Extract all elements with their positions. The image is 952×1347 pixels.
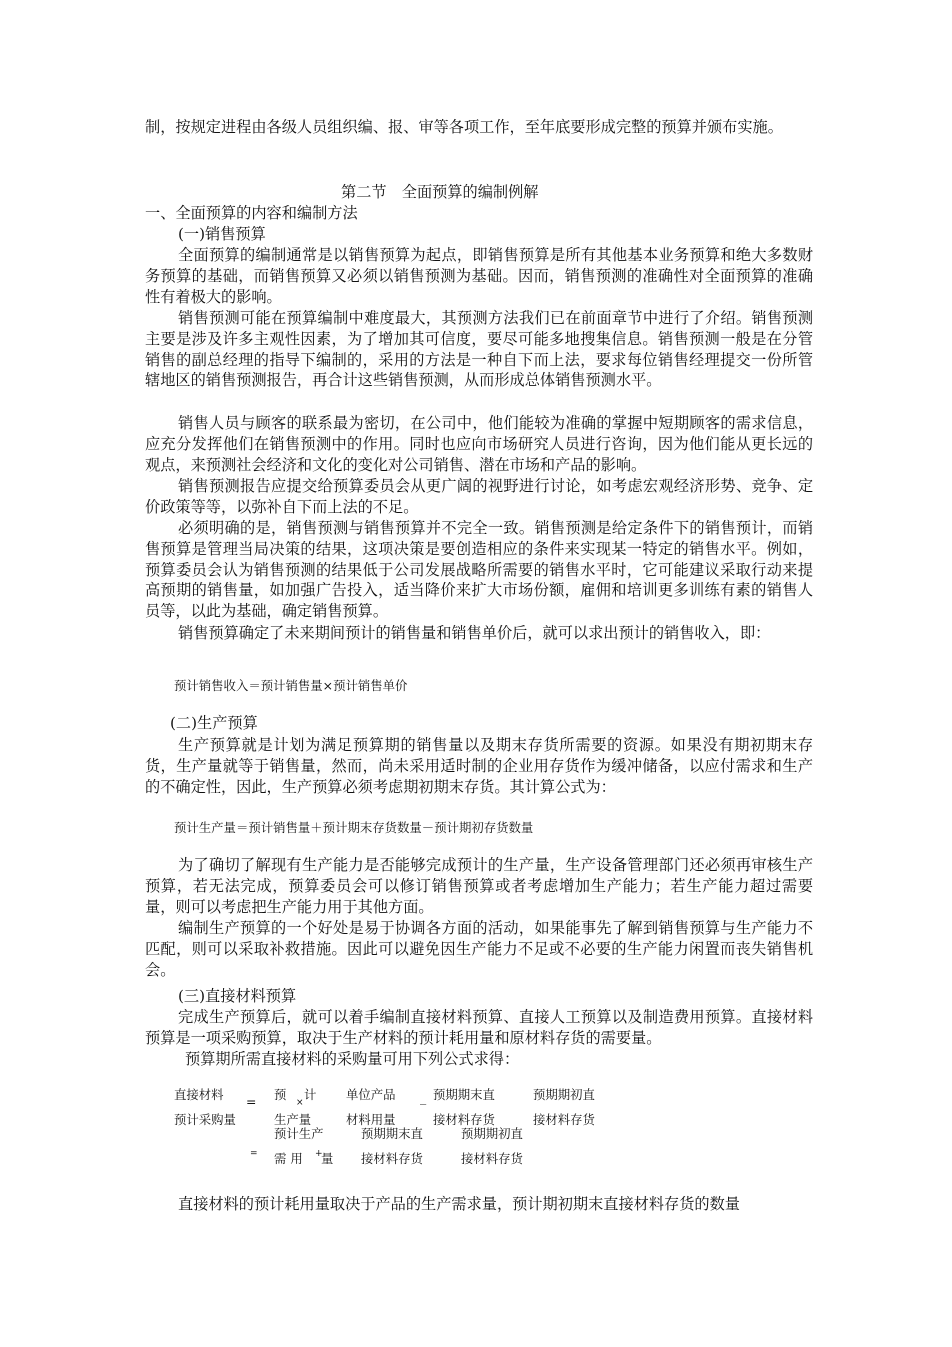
- section-title: 第二节 全面预算的编制例解: [341, 183, 539, 201]
- eq-row2-term-d-line-2: 接材料存货: [461, 1151, 523, 1166]
- eq-row2-plus-sign: +: [315, 1149, 323, 1159]
- paragraph-9: 编制生产预算的一个好处是易于协调各方面的活动，如果能事先了解到销售预算与生产能力不匹配，则可以采取补救措施。因此可以避免因生产能力不足或不必要的生产能力闲置而丧失销售机会。: [145, 919, 813, 979]
- paragraph-1: 全面预算的编制通常是以销售预算为起点，即销售预算是所有其他基本业务预算和绝大多数财务预算的基础，而销售预算又必须以销售预测为基础。因而，销售预测的准确性对全面预算的准确性有着极大的影响。: [145, 246, 813, 306]
- eq-term-b-line-1: 单位产品: [346, 1087, 396, 1102]
- eq-term-b-line-2: 材料用量: [346, 1112, 396, 1127]
- paragraph-12: 直接材料的预计耗用量取决于产品的生产需求量，预计期初期末直接材料存货的数量: [178, 1195, 740, 1213]
- subheading-sales-budget: (一)销售预算: [178, 225, 266, 243]
- eq-term-d-line-1: 预期期初直: [533, 1087, 595, 1102]
- eq-term-d-line-2: 接材料存货: [533, 1112, 595, 1127]
- eq-term-a-line-1: 预: [274, 1087, 287, 1102]
- eq-row2-term-a-line-3: 量: [321, 1151, 334, 1166]
- heading-1: 一、全面预算的内容和编制方法: [145, 204, 358, 222]
- eq-row2-term-c-line-1: 预期期末直: [361, 1126, 423, 1141]
- eq-row2-term-d-line-1: 预期期初直: [461, 1126, 523, 1141]
- formula-sales-revenue: 预计销售收入＝预计销售量×预计销售单价: [174, 678, 408, 693]
- subheading-production-budget: (二)生产预算: [170, 714, 258, 732]
- eq-minus-sign: _: [420, 1090, 427, 1105]
- paragraph-6: 销售预算确定了未来期间预计的销售量和销售单价后，就可以求出预计的销售收入，即：: [178, 624, 771, 642]
- paragraph-3: 销售人员与顾客的联系最为密切，在公司中，他们能较为准确的掌握中短期顾客的需求信息，应充分发挥他们在销售预测中的作用。同时也应向市场研究人员进行咨询，因为他们能从更长远的观点，来预测社会经济和文化的变化对公司销售、潜在市场和产品的影响。: [145, 414, 813, 474]
- formula-production: 预计生产量＝预计销售量＋预计期末存货数量－预计期初存货数量: [174, 820, 534, 835]
- paragraph-2: 销售预测可能在预算编制中难度最大，其预测方法我们已在前面章节中进行了介绍。销售预测主要是涉及许多主观性因素，为了增加其可信度，要尽可能多地搜集信息。销售预测一般是在分管销售的副总经理的指导下编制的，采用的方法是一种自下而上法，要求每位销售经理提交一份所管辖地区的销售预测报告，再合计这些销售预测，从而形成总体销售预测水平。: [145, 309, 813, 390]
- paragraph-8: 为了确切了解现有生产能力是否能够完成预计的生产量，生产设备管理部门还必须再审核生产预算，若无法完成，预算委员会可以修订销售预算或者考虑增加生产能力；若生产能力超过需要量，则可以考虑把生产能力用于其他方面。: [145, 856, 813, 916]
- eq-equals-sign: =: [246, 1094, 257, 1109]
- paragraph-11: 预算期所需直接材料的采购量可用下列公式求得：: [185, 1050, 520, 1068]
- eq-term-c-line-1: 预期期末直: [433, 1087, 495, 1102]
- eq-row2-term-a-line-2: 需 用: [274, 1151, 303, 1166]
- eq-row2-equals-sign: =: [250, 1149, 258, 1159]
- eq-lhs-line-1: 直接材料: [174, 1087, 224, 1102]
- eq-term-a-line-2: 生产量: [274, 1112, 312, 1127]
- paragraph-10: 完成生产预算后，就可以着手编制直接材料预算、直接人工预算以及制造费用预算。直接材料预算是一项采购预算，取决于生产材料的预计耗用量和原材料存货的需要量。: [145, 1008, 813, 1047]
- eq-term-c-line-2: 接材料存货: [433, 1112, 495, 1127]
- eq-times-sign: ×: [296, 1098, 304, 1108]
- paragraph-5: 必须明确的是，销售预测与销售预算并不完全一致。销售预测是给定条件下的销售预计，而销售预算是管理当局决策的结果，这项决策是要创造相应的条件来实现某一特定的销售水平。例如，预算委员会认为销售预测的结果低于公司发展战略所需要的销售水平时，它可能建议采取行动来提高预期的销售量，如加强广告投入，适当降价来扩大市场份额，雇佣和培训更多训练有素的销售人员等，以此为基础，确定销售预算。: [145, 519, 813, 621]
- subheading-direct-material-budget: (三)直接材料预算: [178, 987, 297, 1005]
- intro-paragraph: 制，按规定进程由各级人员组织编、报、审等各项工作，至年底要形成完整的预算并颁布实施。: [145, 118, 783, 136]
- paragraph-4: 销售预测报告应提交给预算委员会从更广阔的视野进行讨论，如考虑宏观经济形势、竞争、定价政策等等，以弥补自下而上法的不足。: [145, 477, 813, 516]
- eq-row2-term-a-line-1: 预计生产: [274, 1126, 324, 1141]
- paragraph-7: 生产预算就是计划为满足预算期的销售量以及期末存货所需要的资源。如果没有期初期末存货，生产量就等于销售量，然而，尚未采用适时制的企业用存货作为缓冲储备，以应付需求和生产的不确定性，因此，生产预算必须考虑期初期末存货。其计算公式为：: [145, 736, 813, 796]
- eq-lhs-line-2: 预计采购量: [174, 1112, 236, 1127]
- eq-term-a-line-1b: 计: [304, 1087, 317, 1102]
- eq-row2-term-c-line-2: 接材料存货: [361, 1151, 423, 1166]
